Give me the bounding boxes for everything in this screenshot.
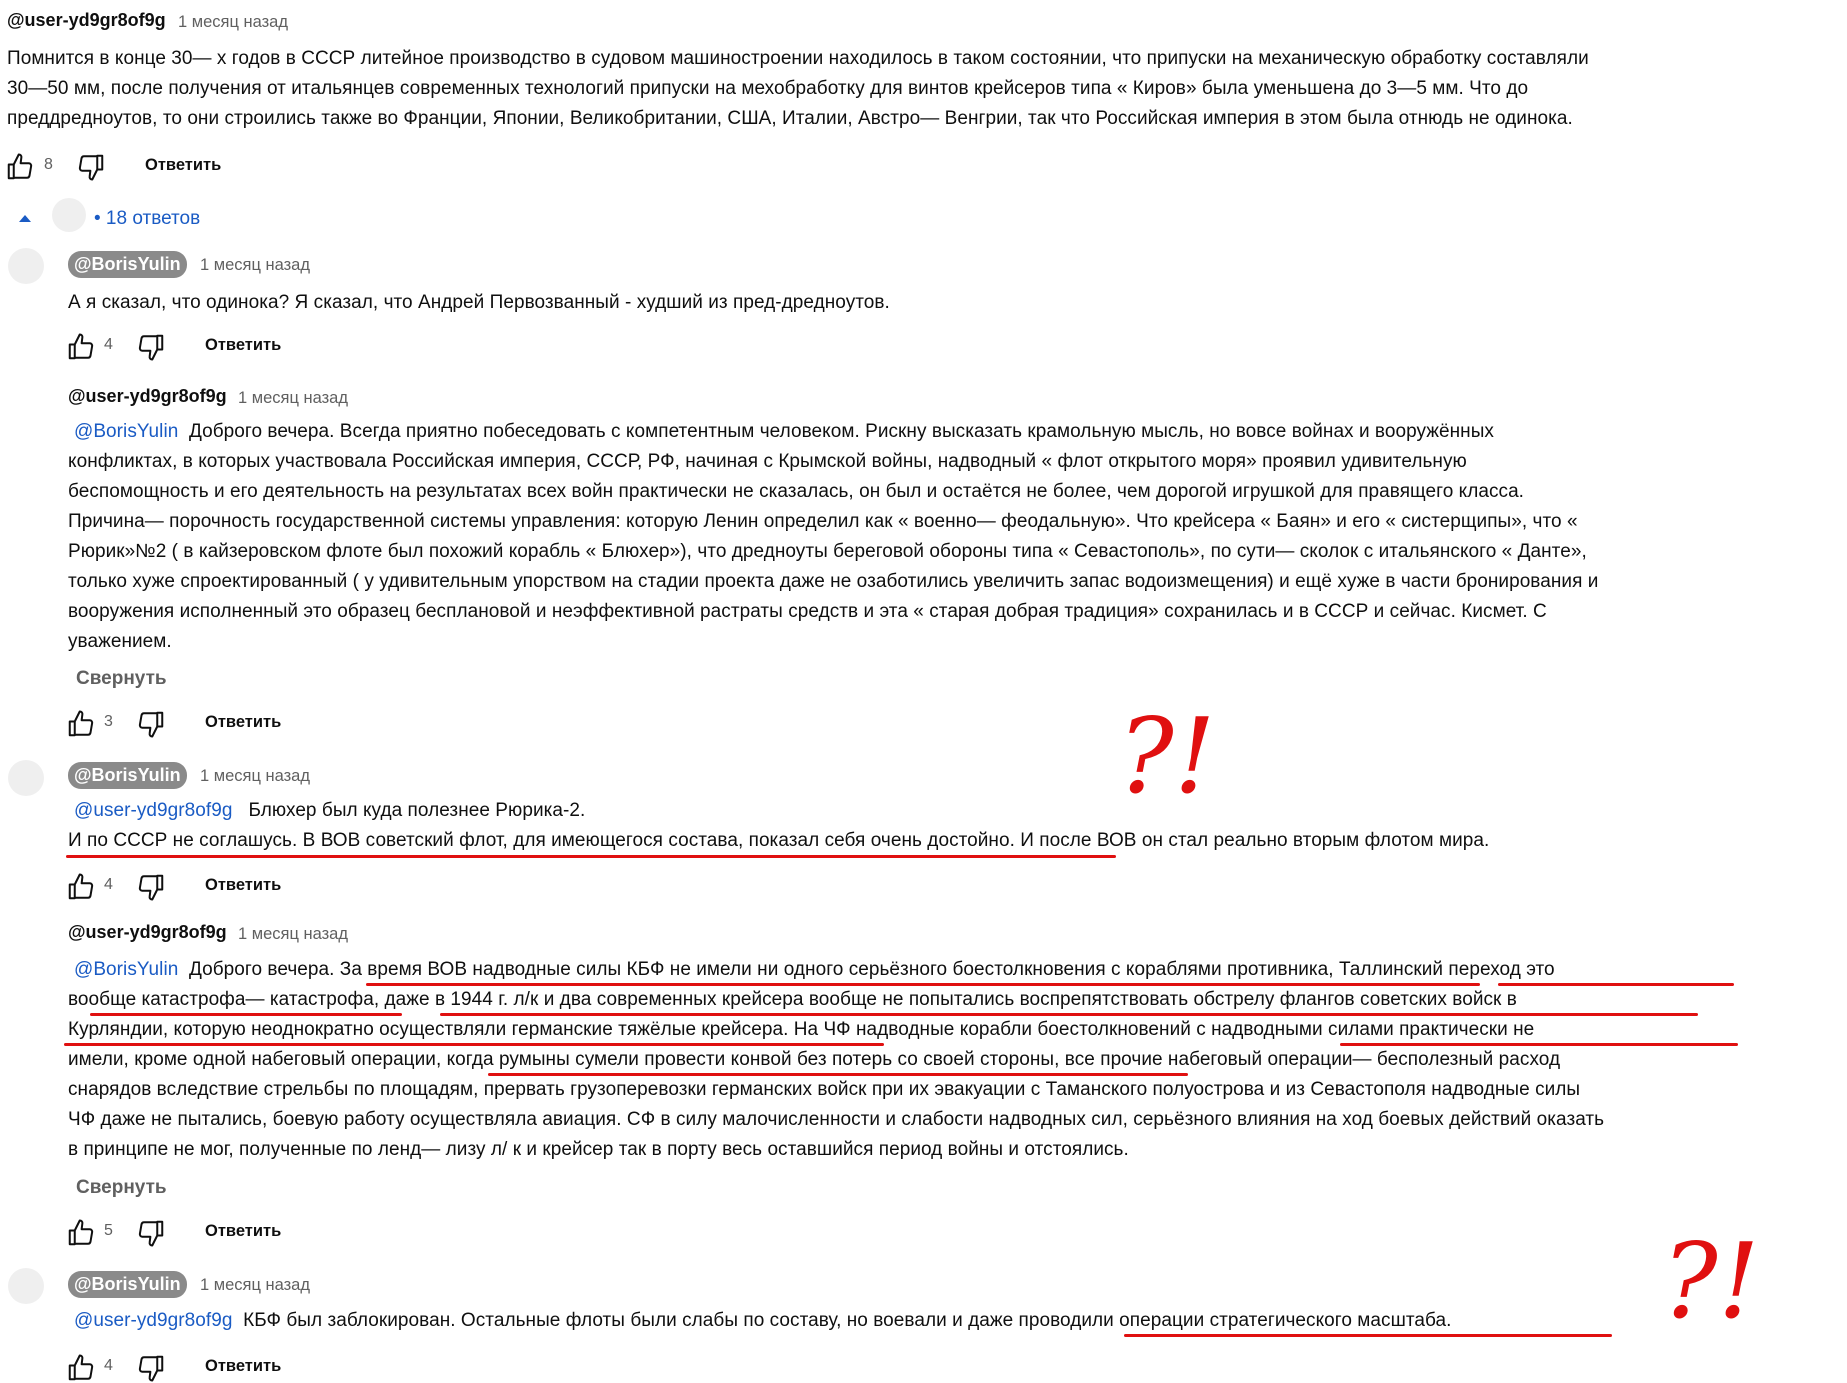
thumb-down-icon bbox=[136, 1353, 166, 1383]
thumb-down-icon bbox=[136, 1218, 166, 1248]
thumb-up-icon bbox=[5, 152, 35, 182]
annotation-underline bbox=[64, 1043, 884, 1046]
thumb-up-icon bbox=[66, 1353, 96, 1383]
comment-text-line: конфликтах, в которых участвовала Российская империя, СССР, РФ, начиная с Крымской войны, надводный « флот открытого моря» проявил удивительную bbox=[68, 451, 1467, 472]
like-button[interactable] bbox=[66, 1353, 96, 1383]
comment-text-line: @user-yd9gr8of9g КБФ был заблокирован. Остальные флоты были слабы по составу, но воевали и даже проводили операции стратегического масштаба. bbox=[74, 1310, 1452, 1331]
comment-text-line: вооружения исполненный это образец беcплановой и неэффективной растраты средств и эта « старая добрая традиция» сохранилась и в СССР и сейчас. Кисмет. С bbox=[68, 601, 1547, 622]
annotation-mark: ?! bbox=[1662, 1220, 1760, 1342]
avatar[interactable] bbox=[8, 248, 44, 284]
mention-link[interactable]: @user-yd9gr8of9g bbox=[74, 800, 233, 821]
thumb-up-icon bbox=[66, 1218, 96, 1248]
thumb-down-icon bbox=[136, 332, 166, 362]
thumb-down-icon bbox=[136, 872, 166, 902]
like-count: 3 bbox=[104, 713, 113, 730]
author-chip[interactable]: @BorisYulin bbox=[68, 762, 187, 789]
dislike-button[interactable] bbox=[76, 152, 106, 182]
annotation-underline bbox=[1498, 983, 1734, 986]
reply-button[interactable]: Ответить bbox=[205, 336, 282, 354]
mention-link[interactable]: @user-yd9gr8of9g bbox=[74, 1310, 233, 1331]
author-chip[interactable]: @BorisYulin bbox=[68, 1271, 187, 1298]
like-button[interactable] bbox=[5, 152, 35, 182]
comment-time[interactable]: 1 месяц назад bbox=[238, 389, 348, 407]
reply-button[interactable]: Ответить bbox=[205, 1222, 282, 1240]
reply-button[interactable]: Ответить bbox=[205, 1357, 282, 1375]
comment-author[interactable]: @user-yd9gr8of9g bbox=[68, 922, 227, 942]
dislike-button[interactable] bbox=[136, 1353, 166, 1383]
annotation-underline bbox=[366, 983, 1480, 986]
comment-text-line: снарядов вследствие стрельбы по площадям, прервать грузоперевозки германских войск при их эвакуации с Таманского полуострова и из Севастополя надводные силы bbox=[68, 1079, 1581, 1100]
comment-author[interactable]: @user-yd9gr8of9g bbox=[68, 386, 227, 406]
dislike-button[interactable] bbox=[136, 872, 166, 902]
avatar[interactable] bbox=[8, 760, 44, 796]
comment-text-line: преддредноутов, то они строились также во Франции, Японии, Великобритании, США, Италии, Австро— Венгрии, так что Российская империя в этом была отнюдь не одинока. bbox=[7, 108, 1573, 129]
mention-link[interactable]: @BorisYulin bbox=[74, 421, 179, 442]
replies-toggle[interactable]: • 18 ответов bbox=[94, 208, 201, 229]
like-button[interactable] bbox=[66, 872, 96, 902]
comment-time[interactable]: 1 месяц назад bbox=[178, 13, 288, 31]
comment-text-line: беспомощность и его деятельность на результатах всех войн практически не сказалась, он был и остаётся не более, чем дорогой игрушкой для правящего класса. bbox=[68, 481, 1525, 502]
comment-time[interactable]: 1 месяц назад bbox=[200, 1276, 310, 1294]
like-count: 4 bbox=[104, 1357, 113, 1374]
like-count: 5 bbox=[104, 1222, 113, 1239]
reply-button[interactable]: Ответить bbox=[145, 156, 222, 174]
comment-time[interactable]: 1 месяц назад bbox=[238, 925, 348, 943]
annotation-underline bbox=[1340, 1043, 1738, 1046]
like-button[interactable] bbox=[66, 332, 96, 362]
avatar[interactable] bbox=[8, 1268, 44, 1304]
collapse-arrow-icon bbox=[17, 212, 33, 224]
comment-text-line: Помнится в конце 30— х годов в СССР литейное производство в судовом машиностроении находилось в таком состоянии, что припуски на механическую обработку составляли bbox=[7, 48, 1589, 69]
comment-text-line: @BorisYulin Доброго вечера. Всегда приятно побеседовать с компетентным человеком. Рискну высказать крамольную мысль, но вовсе войнах и вооружённых bbox=[74, 421, 1494, 442]
comment-text-line: уважением. bbox=[68, 631, 172, 652]
annotation-underline bbox=[90, 1013, 402, 1016]
annotation-underline bbox=[1124, 1334, 1612, 1337]
comment-text-line: @BorisYulin Доброго вечера. За время ВОВ надводные силы КБФ не имели ни одного серьёзного боестолкновения с кораблями противника, Таллинский переход это bbox=[74, 959, 1555, 980]
comment-text-line: @user-yd9gr8of9g Блюхер был куда полезнее Рюрика-2. bbox=[74, 800, 586, 821]
comment-text-line: Курляндии, которую неоднократно осуществляли германские тяжёлые крейсера. На ЧФ надводные корабли боестолкновений с надводными силами практически не bbox=[68, 1019, 1535, 1040]
thumb-up-icon bbox=[66, 709, 96, 739]
annotation-underline bbox=[488, 1073, 1188, 1076]
annotation-underline bbox=[440, 1013, 1698, 1016]
comment-author[interactable]: @user-yd9gr8of9g bbox=[7, 10, 166, 30]
comment-text-line: И по СССР не соглашусь. В ВОВ советский флот, для имеющегося состава, показал себя очень достойно. И после ВОВ он стал реально вторым флотом мира. bbox=[68, 830, 1490, 851]
like-button[interactable] bbox=[66, 709, 96, 739]
dislike-button[interactable] bbox=[136, 709, 166, 739]
comment-text-line: Причина— порочность государственной системы управления: которую Ленин определил как « военно— феодальную». Что крейсера « Баян» и его « систерщипы», что « bbox=[68, 511, 1578, 532]
thumb-down-icon bbox=[76, 152, 106, 182]
comment-text-line: имели, кроме одной набеговый операции, когда румыны сумели провести конвой без потерь со своей стороны, все прочие набеговый операции— бесполезный расход bbox=[68, 1049, 1561, 1070]
comment-text-line: Рюрик»№2 ( в кайзеровском флоте был похожий корабль « Блюхер»), что дредноуты береговой обороны типа « Севастополь», по сути— сколок с итальянского « Данте», bbox=[68, 541, 1587, 562]
comment-text-line: ЧФ даже не пытались, боевую работу осуществляла авиация. СФ в силу малочисленности и слабости надводных сил, серьёзного влияния на ход боевых действий оказать bbox=[68, 1109, 1605, 1130]
comment-text-line: А я сказал, что одинока? Я сказал, что Андрей Первозванный - худший из пред-дредноутов. bbox=[68, 292, 890, 313]
author-chip[interactable]: @BorisYulin bbox=[68, 251, 187, 278]
collapse-text-button[interactable]: Свернуть bbox=[76, 1177, 167, 1198]
collapse-replies-button[interactable] bbox=[17, 212, 33, 224]
reply-button[interactable]: Ответить bbox=[205, 713, 282, 731]
dislike-button[interactable] bbox=[136, 1218, 166, 1248]
comment-time[interactable]: 1 месяц назад bbox=[200, 256, 310, 274]
thumb-up-icon bbox=[66, 872, 96, 902]
comment-text-line: вообще катастрофа— катастрофа, даже в 1944 г. л/к и два современных крейсера вообще не попытались воспрепятствовать обстрелу флангов советских войск в bbox=[68, 989, 1517, 1010]
collapse-text-button[interactable]: Свернуть bbox=[76, 668, 167, 689]
comment-time[interactable]: 1 месяц назад bbox=[200, 767, 310, 785]
comment-text-line: в принципе не мог, полученные по ленд— лизу л/ к и крейсер так в порту весь оставшийся период войны и отстоялись. bbox=[68, 1139, 1129, 1160]
dislike-button[interactable] bbox=[136, 332, 166, 362]
comment-text-line: только хуже спроектированный ( у удивительным упорством на стадии проекта даже не озаботились увеличить запас водоизмещения) и ещё хуже в части бронирования и bbox=[68, 571, 1599, 592]
thumb-down-icon bbox=[136, 709, 166, 739]
like-count: 8 bbox=[44, 156, 53, 173]
like-button[interactable] bbox=[66, 1218, 96, 1248]
comment-text-line: 30—50 мм, после получения от итальянцев современных технологий припуски на мехобработку для винтов крейсеров типа « Киров» была уменьшена до 3—5 мм. Что до bbox=[7, 78, 1529, 99]
reply-button[interactable]: Ответить bbox=[205, 876, 282, 894]
avatar[interactable] bbox=[52, 198, 86, 232]
mention-link[interactable]: @BorisYulin bbox=[74, 959, 179, 980]
like-count: 4 bbox=[104, 336, 113, 353]
like-count: 4 bbox=[104, 876, 113, 893]
thumb-up-icon bbox=[66, 332, 96, 362]
annotation-mark: ?! bbox=[1118, 695, 1216, 817]
annotation-underline bbox=[66, 855, 1116, 858]
